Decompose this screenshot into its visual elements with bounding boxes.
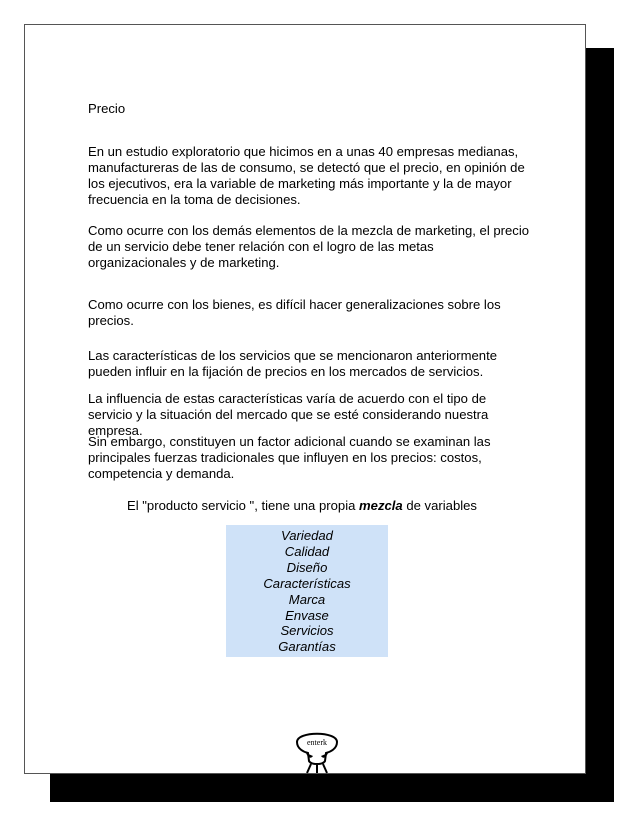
paragraph-3: Como ocurre con los bienes, es difícil hacer generalizaciones sobre los precios. (88, 297, 501, 328)
document-page (24, 24, 586, 774)
intro-emphasis: mezcla (359, 498, 403, 513)
paragraph-2: Como ocurre con los demás elementos de la mezcla de marketing, el precio de un servicio debe tener relación con el logro de las metas organizacionales y de marketing. (88, 223, 530, 270)
variables-list (226, 525, 388, 657)
heading: Precio (88, 101, 126, 116)
variable-item: Características (263, 575, 351, 591)
variable-item: Marca (288, 591, 326, 607)
logo-lettering: enterk (307, 738, 327, 747)
paragraph-1: En un estudio exploratorio que hicimos en a unas 40 empresas medianas, manufactureras de las de consumo, se detectó que el precio, en opinión de los ejecutivos, era la variable de marketing más importante y la de mayor frecuencia en la toma de decisiones. (88, 144, 525, 207)
variable-item: Envase (285, 607, 329, 623)
variable-item: Diseño (286, 559, 328, 575)
paragraph-5: La influencia de estas características varía de acuerdo con el tipo de servicio y la situación del mercado que se esté considerando nuestra empresa. (88, 391, 489, 438)
variable-item: Garantías (278, 639, 336, 655)
variable-item: Calidad (284, 543, 330, 559)
variable-item: Servicios (280, 623, 334, 639)
intro-text-after: de variables (402, 498, 477, 513)
paragraph-6: Sin embargo, constituyen un factor adicional cuando se examinan las principales fuerzas tradicionales que influyen en los precios: costos, competencia y demanda. (88, 434, 491, 481)
variable-item: Variedad (281, 528, 333, 543)
paragraph-4: Las características de los servicios que se mencionaron anteriormente pueden influir en la fijación de precios en los mercados de servicios. (88, 348, 498, 379)
intro-text-before: El "producto servicio ", tiene una propia (127, 498, 360, 513)
skull-logo-icon (289, 728, 345, 774)
variables-intro (127, 498, 477, 514)
